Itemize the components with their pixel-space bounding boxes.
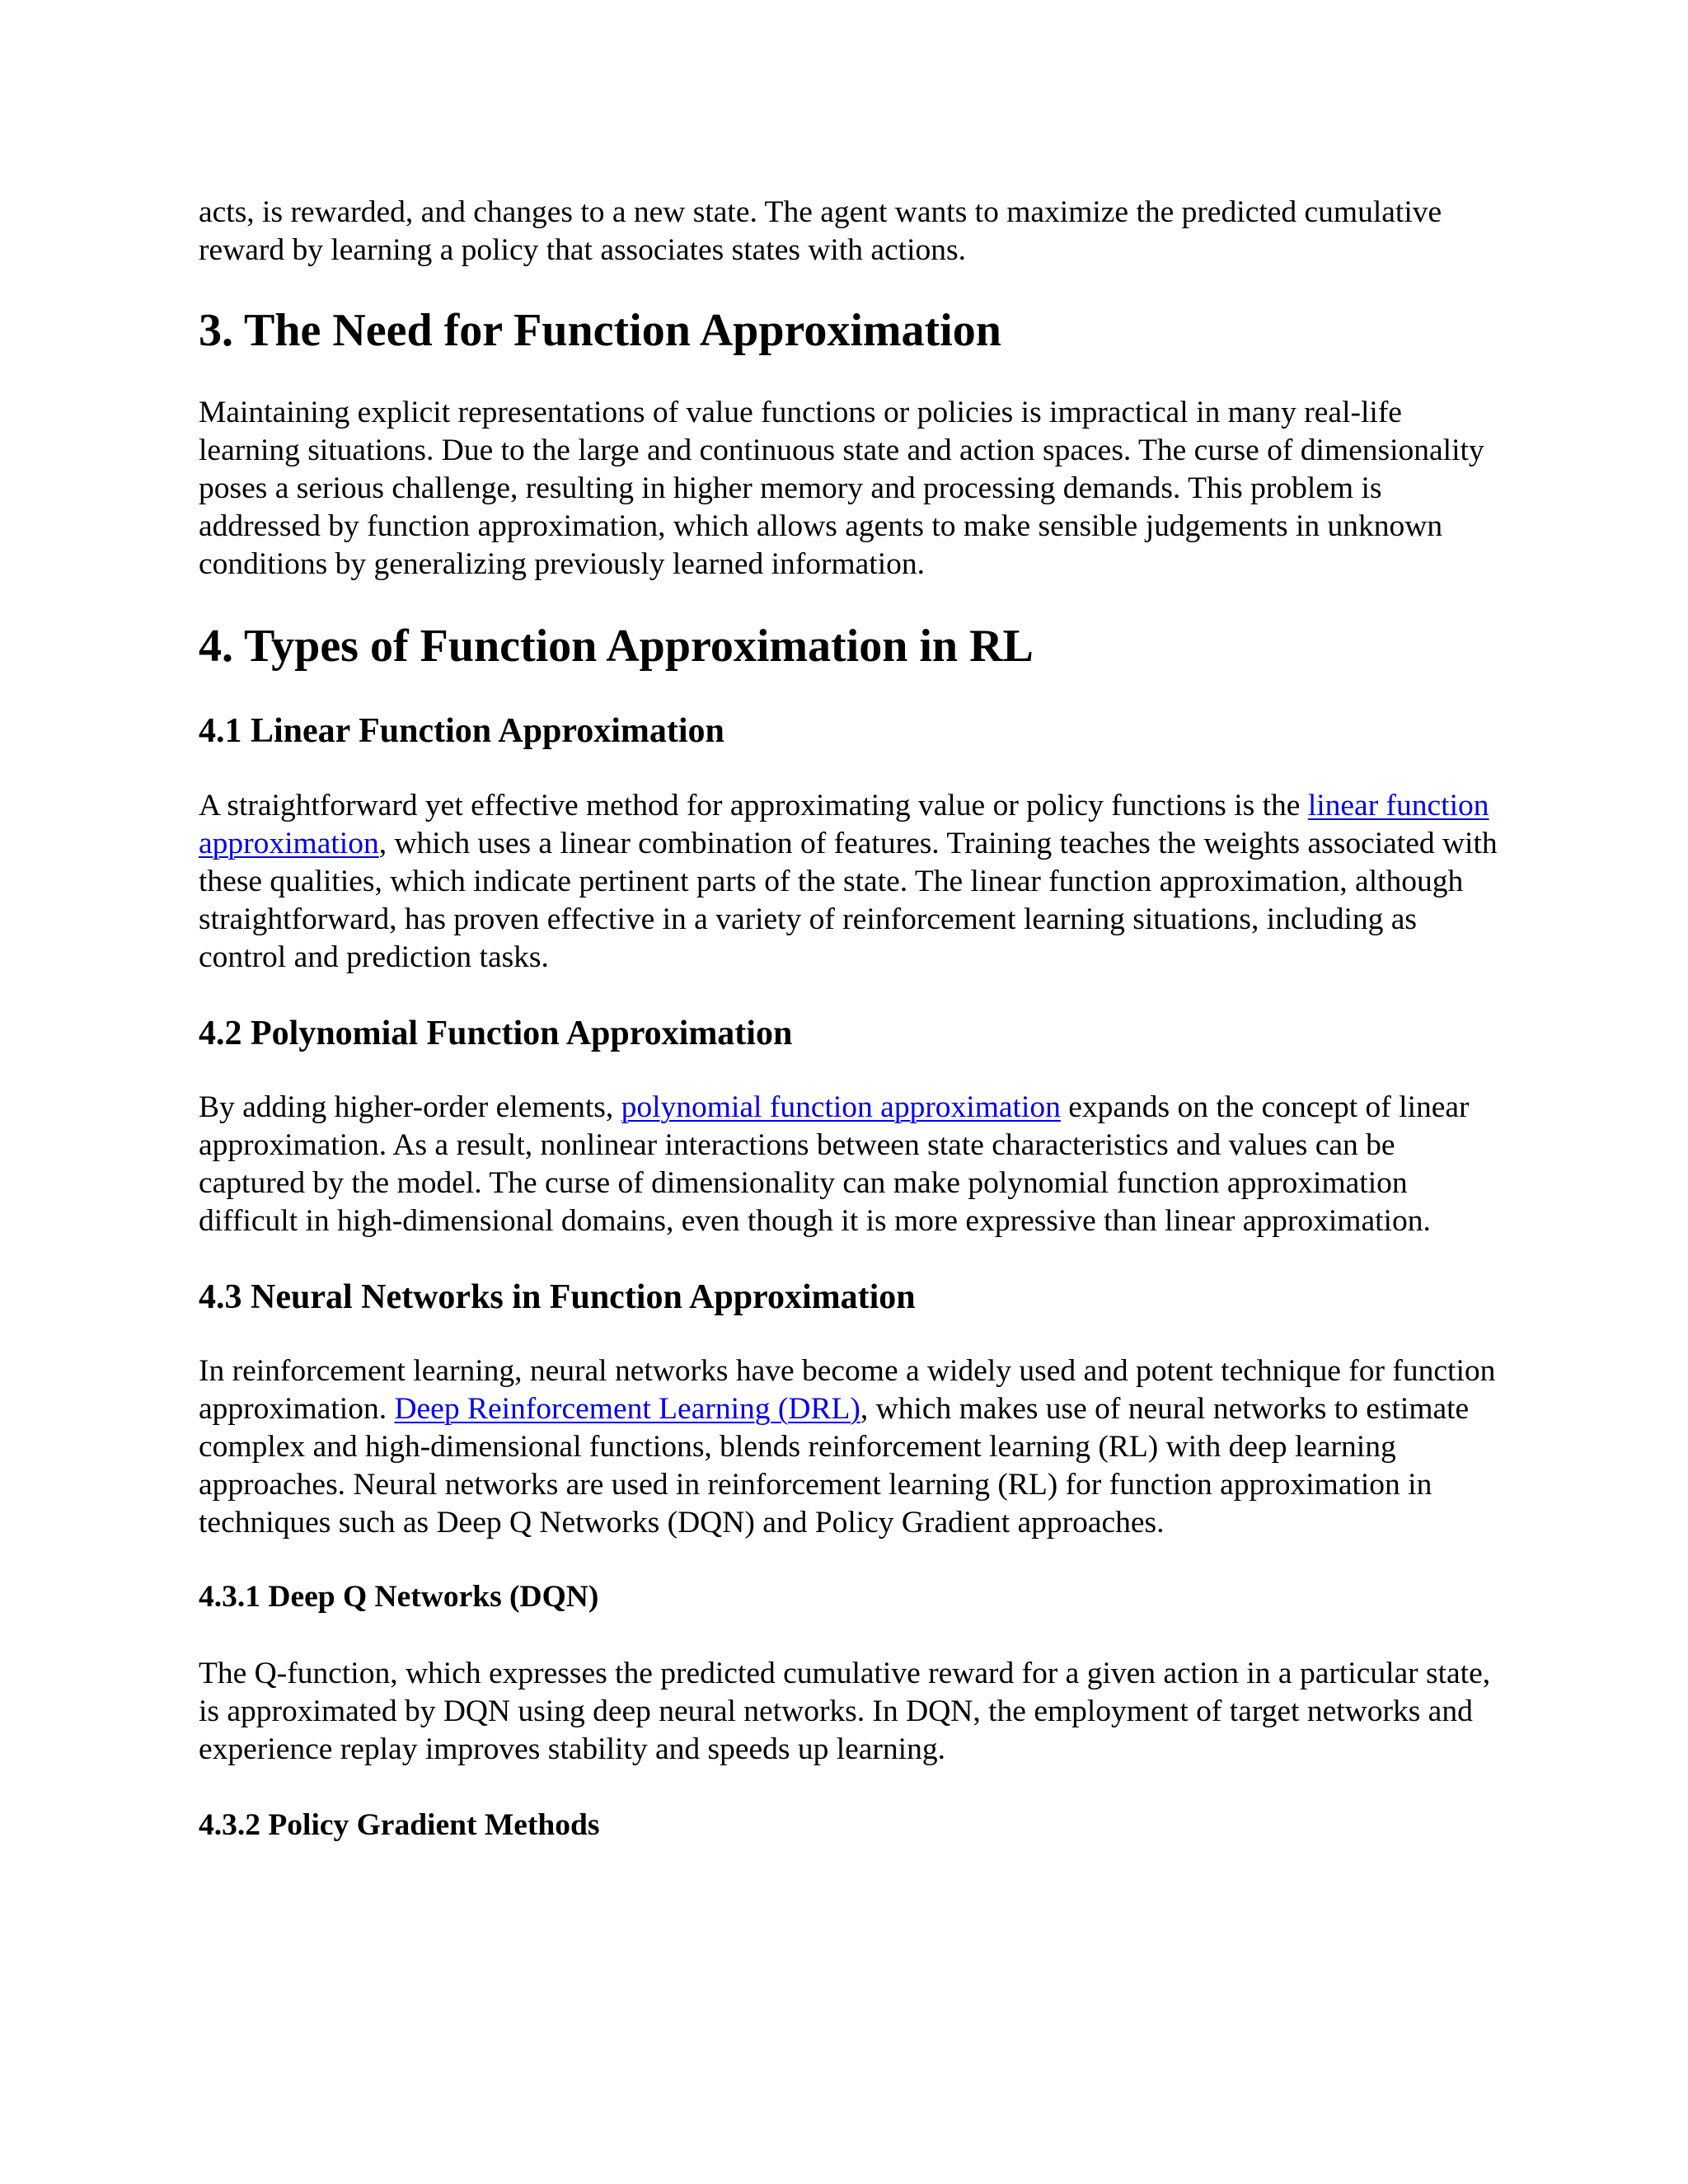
document-content [199,194,1501,1844]
section-4-1-heading: 4.1 Linear Function Approximation [199,712,724,750]
linear-function-approximation-link[interactable]: linear function approximation [199,789,1489,860]
polynomial-function-approximation-link[interactable]: polynomial function approximation [621,1090,1061,1124]
section-4-2-text-before: By adding higher-order elements, [199,1090,621,1124]
section-4-1-text-after: , which uses a linear combination of features. Training teaches the weights associated with these qualities, which indicate pertinent parts of the state. The linear function approximation, although straightforward, has proven effective in a variety of reinforcement learning situations, including as control and prediction tasks. [199,827,1498,974]
section-3-heading: 3. The Need for Function Approximation [199,305,1001,356]
section-4-3-1-heading: 4.3.1 Deep Q Networks (DQN) [199,1580,599,1614]
section-4-heading: 4. Types of Function Approximation in RL [199,621,1034,672]
section-4-3-2-heading: 4.3.2 Policy Gradient Methods [199,1808,600,1842]
section-3-paragraph: Maintaining explicit representations of value functions or policies is impractical in many real-life learning situations. Due to the large and continuous state and action spaces. The curse of dimensionality poses a serious challenge, resulting in higher memory and processing demands. This problem is addressed by function approximation, which allows agents to make sensible judgements in unknown conditions by generalizing previously learned information. [199,396,1484,581]
section-4-2-text-after: expands on the concept of linear approximation. As a result, nonlinear interactions between state characteristics and values can be captured by the model. The curse of dimensionality can make polynomial function approximation difficult in high-dimensional domains, even though it is more expressive than linear approximation. [199,1090,1470,1238]
section-4-1-paragraph [199,787,1501,977]
section-4-2-heading: 4.2 Polynomial Function Approximation [199,1015,793,1052]
section-4-3-paragraph [199,1352,1501,1542]
section-4-3-1-paragraph: The Q-function, which expresses the predicted cumulative reward for a given action in a particular state, is approximated by DQN using deep neural networks. In DQN, the employment of target networks and experience replay improves stability and speeds up learning. [199,1657,1491,1766]
section-4-2-paragraph [199,1089,1501,1240]
section-4-3-text-after: , which makes use of neural networks to estimate complex and high-dimensional functions, blends reinforcement learning (RL) with deep learning approaches. Neural networks are used in reinforcement learning (RL) for function approximation in techniques such as Deep Q Networks (DQN) and Policy Gradient approaches. [199,1392,1470,1540]
intro-paragraph: acts, is rewarded, and changes to a new state. The agent wants to maximize the predicted cumulative reward by learning a policy that associates states with actions. [199,195,1442,267]
section-4-1-text-before: A straightforward yet effective method for approximating value or policy functions is the [199,789,1308,823]
deep-reinforcement-learning-link[interactable]: Deep Reinforcement Learning (DRL) [394,1392,860,1426]
section-4-3-heading: 4.3 Neural Networks in Function Approximation [199,1278,916,1316]
section-4-3-text-before: In reinforcement learning, neural networks have become a widely used and potent technique for function approximation. [199,1354,1496,1426]
